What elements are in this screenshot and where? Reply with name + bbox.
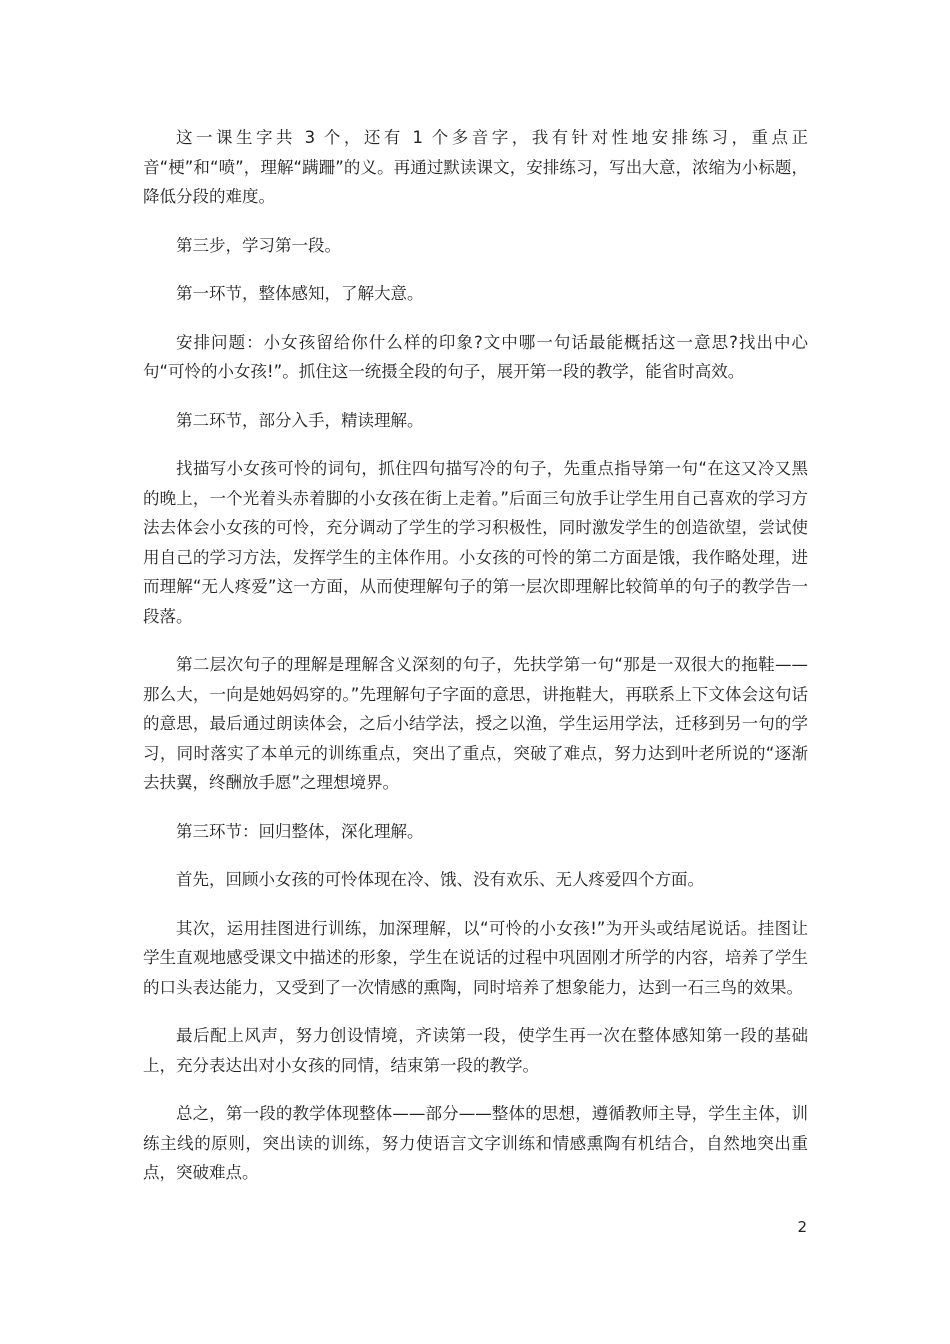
paragraph-4: 安排问题：小女孩留给你什么样的印象?文中哪一句话最能概括这一意思?找出中心句“可怜的小女孩!”。抓住这一统摄全段的句子，展开第一段的教学，能省时高效。 [143, 332, 808, 381]
paragraph-8: 第三环节：回归整体，深化理解。 [176, 821, 424, 841]
document-body [143, 123, 808, 1207]
paragraph-9: 首先，回顾小女孩的可怜体现在冷、饿、没有欢乐、无人疼爱四个方面。 [176, 870, 704, 889]
paragraph-1: 这一课生字共 3 个，还有 1 个多音字，我有针对性地安排练习，重点正音“梗”和“喷”，理解“蹒跚”的义。再通过默读课文，安排练习，写出大意，浓缩为小标题，降低分段的难度。 [143, 128, 808, 206]
paragraph-3: 第一环节，整体感知，了解大意。 [176, 284, 424, 303]
page-number: 2 [797, 1218, 807, 1236]
paragraph-5: 第二环节，部分入手，精读理解。 [176, 410, 424, 430]
paragraph-6: 找描写小女孩可怜的词句，抓住四句描写冷的句子，先重点指导第一句“在这又冷又黑的晚上，一个光着头赤着脚的小女孩在街上走着。”后面三句放手让学生用自己喜欢的学习方法去体会小女孩的可怜，充分调动了学生的学习积极性，同时激发学生的创造欲望，尝试使用自己的学习方法，发挥学生的主体作用。小女孩的可怜的第二方面是饿，我作略处理，进而理解“无人疼爱”这一方面，从而使理解句子的第一层次即理解比较简单的句子的教学告一段落。 [143, 459, 808, 626]
paragraph-7: 第二层次句子的理解是理解含义深刻的句子，先扶学第一句“那是一双很大的拖鞋——那么大，一向是她妈妈穿的。”先理解句子字面的意思，讲拖鞋大，再联系上下文体会这句话的意思，最后通过朗读体会，之后小结学法，授之以渔，学生运用学法，迁移到另一句的学习，同时落实了本单元的训练重点，突出了重点，突破了难点，努力达到叶老所说的“逐渐去扶翼，终酬放手愿”之理想境界。 [143, 655, 808, 792]
paragraph-12: 总之，第一段的教学体现整体——部分——整体的思想，遵循教师主导，学生主体，训练主线的原则，突出读的训练，努力使语言文字训练和情感熏陶有机结合，自然地突出重点，突破难点。 [143, 1104, 808, 1182]
paragraph-2: 第三步，学习第一段。 [176, 235, 341, 255]
paragraph-11: 最后配上风声，努力创设情境，齐读第一段，使学生再一次在整体感知第一段的基础上，充分表达出对小女孩的同情，结束第一段的教学。 [143, 1026, 808, 1075]
paragraph-10: 其次，运用挂图进行训练，加深理解，以“可怜的小女孩!”为开头或结尾说话。挂图让学生直观地感受课文中描述的形象，学生在说话的过程中巩固刚才所学的内容，培养了学生的口头表达能力，又受到了一次情感的熏陶，同时培养了想象能力，达到一石三鸟的效果。 [143, 918, 808, 997]
